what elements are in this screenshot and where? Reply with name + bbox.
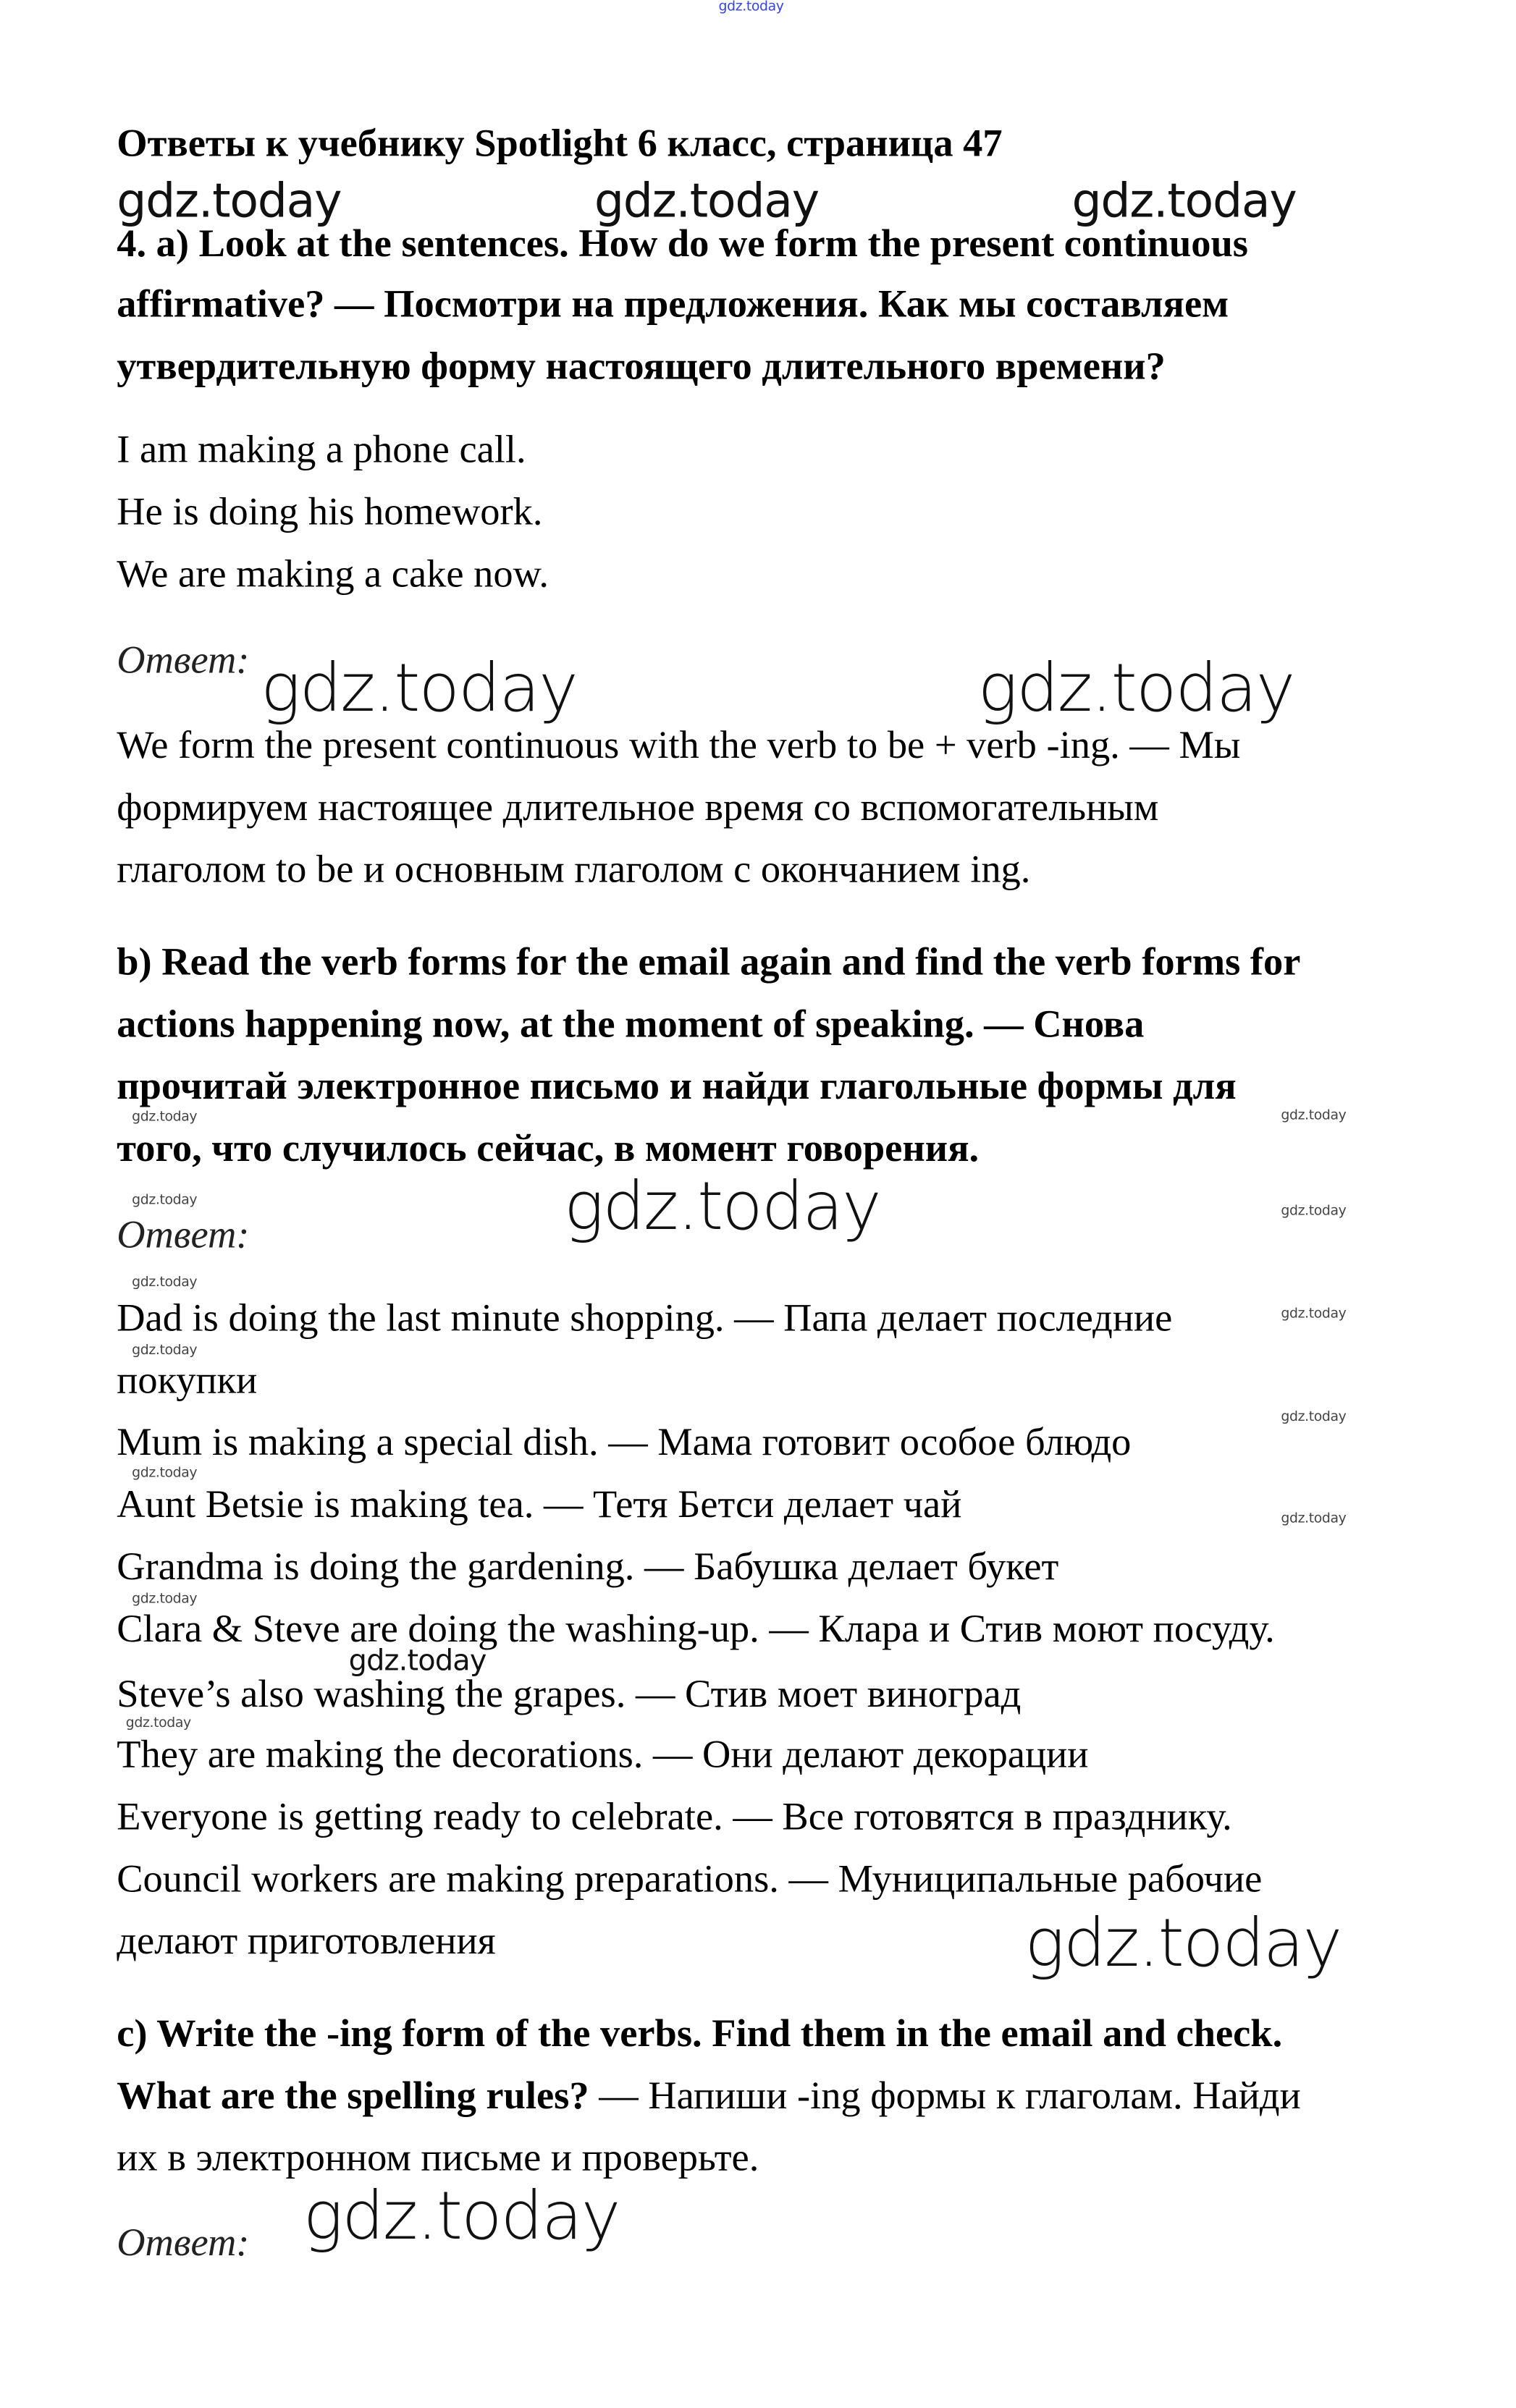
watermark: gdz.today bbox=[132, 1592, 198, 1608]
answer-text: Mum is making a special dish. — Мама готовит особое блюдо bbox=[117, 1420, 1132, 1464]
answer-text: We form the present continuous with the verb to be + verb -ing. — Мы bbox=[117, 722, 1241, 767]
example-sentence: We are making a cake now. bbox=[117, 552, 549, 596]
page-title: Ответы к учебнику Spotlight 6 класс, страница 47 bbox=[117, 121, 1003, 166]
watermark: gdz.today bbox=[1281, 1410, 1347, 1426]
watermark: gdz.today bbox=[117, 174, 342, 229]
answer-text: глаголом to be и основным глаголом с окончанием ing. bbox=[117, 847, 1031, 892]
watermark: gdz.today bbox=[132, 1466, 198, 1482]
example-sentence: I am making a phone call. bbox=[117, 427, 526, 472]
answer-text: делают приготовления bbox=[117, 1919, 496, 1963]
answer-label: Ответ: bbox=[117, 638, 250, 683]
task-c-question: What are the spelling rules? bbox=[117, 2073, 589, 2118]
watermark: gdz.today bbox=[132, 1194, 198, 1209]
watermark: gdz.today bbox=[132, 1110, 198, 1125]
watermark: gdz.today bbox=[261, 650, 577, 728]
task-a-heading: 4. a) Look at the sentences. How do we form the present continuous bbox=[117, 221, 1248, 266]
task-b-heading: прочитай электронное письмо и найди глагольные формы для bbox=[117, 1063, 1237, 1108]
answer-text: формируем настоящее длительное время со вспомогательным bbox=[117, 785, 1159, 829]
task-a-heading: affirmative? — Посмотри на предложения. Как мы составляем bbox=[117, 282, 1229, 326]
watermark: gdz.today bbox=[1281, 1204, 1347, 1220]
answer-text: Clara & Steve are doing the washing-up. — Клара и Стив моют посуду. bbox=[117, 1606, 1275, 1651]
task-a-heading: утвердительную форму настоящего длительного времени? bbox=[117, 344, 1166, 389]
answer-text: Everyone is getting ready to celebrate. — Все готовятся в празднику. bbox=[117, 1794, 1232, 1839]
answer-text: покупки bbox=[117, 1358, 258, 1402]
watermark: gdz.today bbox=[1281, 1511, 1347, 1527]
watermark: gdz.today bbox=[563, 1168, 880, 1246]
task-c-translation: — Напиши -ing формы к глаголам. Найди bbox=[589, 2073, 1301, 2118]
watermark: gdz.today bbox=[303, 2178, 620, 2255]
task-b-heading: того, что случилось сейчас, в момент говорения. bbox=[117, 1125, 980, 1170]
answer-text: Steve’s also washing the grapes. — Стив моет виноград bbox=[117, 1671, 1022, 1716]
task-b-heading: actions happening now, at the moment of speaking. — Снова bbox=[117, 1002, 1145, 1046]
watermark: gdz.today bbox=[1071, 174, 1297, 229]
watermark: gdz.today bbox=[125, 1716, 191, 1732]
example-sentence: He is doing his homework. bbox=[117, 489, 543, 534]
answer-text: Aunt Betsie is making tea. — Тетя Бетси делает чай bbox=[117, 1482, 962, 1526]
answer-label: Ответ: bbox=[117, 2220, 250, 2265]
task-c-heading bbox=[117, 2073, 1301, 2118]
watermark: gdz.today bbox=[132, 1343, 198, 1359]
task-b-heading: b) Read the verb forms for the email again and find the verb forms for bbox=[117, 939, 1301, 984]
watermark: gdz.today bbox=[348, 1644, 487, 1678]
answer-text: They are making the decorations. — Они делают декорации bbox=[117, 1732, 1089, 1777]
answer-text: Dad is doing the last minute shopping. — Папа делает последние bbox=[117, 1296, 1173, 1340]
answer-text: Council workers are making preparations. — Муниципальные рабочие bbox=[117, 1856, 1263, 1901]
watermark: gdz.today bbox=[132, 1275, 198, 1291]
watermark: gdz.today bbox=[977, 650, 1294, 728]
task-c-heading: их в электронном письме и проверьте. bbox=[117, 2135, 759, 2180]
watermark: gdz.today bbox=[1281, 1307, 1347, 1323]
watermark: gdz.today bbox=[1024, 1905, 1342, 1982]
answer-text: Grandma is doing the gardening. — Бабушка делает букет bbox=[117, 1544, 1059, 1589]
task-c-heading: c) Write the -ing form of the verbs. Find them in the email and check. bbox=[117, 2011, 1283, 2056]
watermark: gdz.today bbox=[594, 174, 819, 229]
answer-label: Ответ: bbox=[117, 1212, 250, 1256]
watermark: gdz.today bbox=[1281, 1108, 1347, 1124]
watermark: gdz.today bbox=[718, 0, 784, 15]
